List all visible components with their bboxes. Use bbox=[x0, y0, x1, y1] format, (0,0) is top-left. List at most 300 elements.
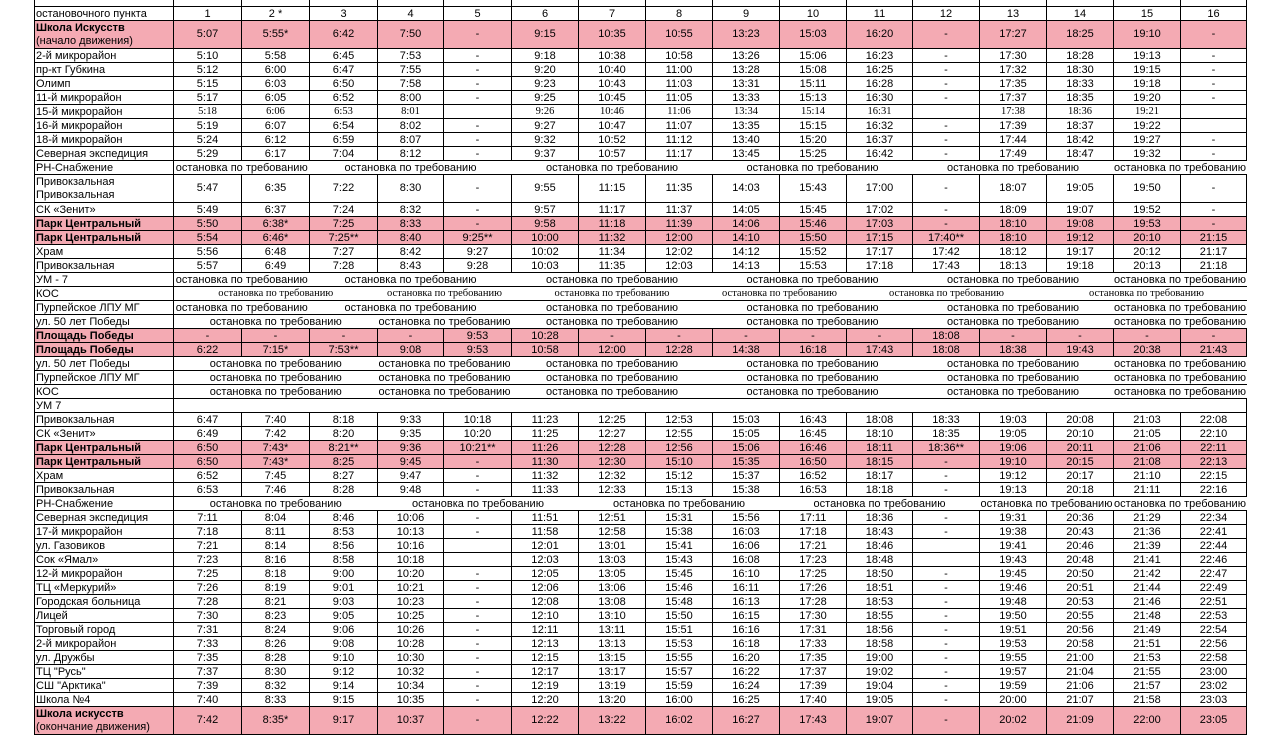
time-cell: 19:04 bbox=[847, 679, 913, 693]
time-cell bbox=[1181, 119, 1247, 133]
time-cell: 23:02 bbox=[1181, 679, 1247, 693]
time-cell: - bbox=[579, 329, 646, 343]
table-row bbox=[35, 175, 1247, 203]
column-number: 14 bbox=[1047, 7, 1114, 21]
time-cell: 7:53** bbox=[310, 343, 378, 357]
request-stop-note: остановка по требованию bbox=[579, 497, 780, 511]
time-cell: 18:30 bbox=[1047, 63, 1114, 77]
time-cell: 16:15 bbox=[713, 609, 780, 623]
request-stop-note: остановка по требованию bbox=[847, 287, 1047, 301]
time-cell: 19:20 bbox=[1114, 91, 1181, 105]
time-cell: - bbox=[913, 679, 980, 693]
time-cell: 19:46 bbox=[980, 581, 1047, 595]
stop-name-line: Школа искусств bbox=[36, 707, 124, 720]
time-cell: 21:15 bbox=[1181, 231, 1247, 245]
time-cell: 8:56 bbox=[310, 539, 378, 553]
time-cell: 18:08 bbox=[847, 413, 913, 427]
time-cell: - bbox=[444, 175, 512, 203]
time-cell: 15:43 bbox=[646, 553, 713, 567]
table-row bbox=[35, 399, 1247, 413]
request-stop-note: остановка по требованию bbox=[378, 385, 511, 398]
time-cell: 18:12 bbox=[980, 245, 1047, 259]
time-cell: 17:39 bbox=[780, 679, 847, 693]
time-cell: 12:02 bbox=[646, 245, 713, 259]
request-stop-note: остановка по требованию bbox=[913, 371, 1114, 385]
time-cell: 19:57 bbox=[980, 665, 1047, 679]
time-cell: 12:27 bbox=[579, 427, 646, 441]
time-cell: 8:32 bbox=[378, 203, 444, 217]
time-cell: 13:08 bbox=[579, 595, 646, 609]
stop-name-line: Привокзальная bbox=[36, 175, 115, 188]
time-cell: 21:00 bbox=[1047, 651, 1114, 665]
time-cell: - bbox=[444, 595, 512, 609]
time-cell: 18:38 bbox=[980, 343, 1047, 357]
time-cell: - bbox=[913, 483, 980, 497]
stop-name-line: 15-й микрорайон bbox=[36, 105, 123, 118]
stop-name bbox=[35, 105, 174, 119]
time-cell: 21:03 bbox=[1114, 413, 1181, 427]
time-cell: 19:13 bbox=[1114, 49, 1181, 63]
request-stop-note: остановка по требованию bbox=[980, 497, 1113, 510]
time-cell: 7:31 bbox=[174, 623, 242, 637]
time-cell: 6:49 bbox=[174, 427, 242, 441]
time-cell: - bbox=[980, 329, 1047, 343]
time-cell: 18:50 bbox=[847, 567, 913, 581]
time-cell: 23:03 bbox=[1181, 693, 1247, 707]
time-cell: 8:40 bbox=[378, 231, 444, 245]
time-cell: 9:08 bbox=[310, 637, 378, 651]
stop-name-line: ТЦ "Русь" bbox=[36, 665, 86, 678]
table-row bbox=[35, 105, 1247, 119]
time-cell: 8:21** bbox=[310, 441, 378, 455]
stop-name-line: Северная экспедиция bbox=[36, 511, 149, 524]
time-cell: 11:30 bbox=[512, 455, 579, 469]
table-row bbox=[35, 63, 1247, 77]
time-cell: 9:17 bbox=[310, 707, 378, 735]
time-cell: 10:03 bbox=[512, 259, 579, 273]
time-cell: 7:28 bbox=[310, 259, 378, 273]
time-cell: - bbox=[913, 637, 980, 651]
time-cell: 15:37 bbox=[713, 469, 780, 483]
time-cell: 17:25 bbox=[780, 567, 847, 581]
time-cell: 8:23 bbox=[242, 609, 310, 623]
time-cell: 11:03 bbox=[646, 77, 713, 91]
time-cell: 6:49 bbox=[242, 259, 310, 273]
time-cell: 21:10 bbox=[1114, 469, 1181, 483]
time-cell: 9:33 bbox=[378, 413, 444, 427]
table-row bbox=[35, 497, 1247, 511]
time-cell: 20:10 bbox=[1047, 427, 1114, 441]
time-cell: 10:13 bbox=[378, 525, 444, 539]
table-row bbox=[35, 483, 1247, 497]
time-cell: 15:48 bbox=[646, 595, 713, 609]
time-cell: 16:50 bbox=[780, 455, 847, 469]
time-cell: 10:40 bbox=[579, 63, 646, 77]
time-cell: - bbox=[444, 455, 512, 469]
time-cell: 5:47 bbox=[174, 175, 242, 203]
time-cell: 15:41 bbox=[646, 539, 713, 553]
time-cell: 7:42 bbox=[174, 707, 242, 735]
request-stop-note: остановка по требованию bbox=[174, 301, 310, 315]
time-cell: 5:24 bbox=[174, 133, 242, 147]
stop-name-line: УМ - 7 bbox=[36, 273, 69, 286]
time-cell: 18:33 bbox=[913, 413, 980, 427]
stop-name-line: ул. 50 лет Победы bbox=[36, 357, 130, 370]
stop-name bbox=[35, 63, 174, 77]
time-cell: 15:31 bbox=[646, 511, 713, 525]
time-cell: 15:15 bbox=[780, 119, 847, 133]
time-cell: 22:34 bbox=[1181, 511, 1247, 525]
time-cell: 21:17 bbox=[1181, 245, 1247, 259]
time-cell: 13:11 bbox=[579, 623, 646, 637]
time-cell: 16:22 bbox=[713, 665, 780, 679]
time-cell: 12:00 bbox=[579, 343, 646, 357]
time-cell: 6:50 bbox=[174, 455, 242, 469]
table-row bbox=[35, 679, 1247, 693]
time-cell: 9:05 bbox=[310, 609, 378, 623]
time-cell: 10:23 bbox=[378, 595, 444, 609]
time-cell: 15:56 bbox=[713, 511, 780, 525]
time-cell: 16:03 bbox=[713, 525, 780, 539]
stop-name-line: (начало движения) bbox=[36, 34, 133, 47]
time-cell: 19:41 bbox=[980, 539, 1047, 553]
request-stop-note: остановка по требованию bbox=[1114, 301, 1246, 314]
time-cell: 15:50 bbox=[646, 609, 713, 623]
table-row bbox=[35, 287, 1247, 301]
time-cell: 21:04 bbox=[1047, 665, 1114, 679]
time-cell: 20:13 bbox=[1114, 259, 1181, 273]
time-cell: 5:49 bbox=[174, 203, 242, 217]
time-cell: 18:28 bbox=[1047, 49, 1114, 63]
time-cell: 10:45 bbox=[579, 91, 646, 105]
time-cell: 19:18 bbox=[1047, 259, 1114, 273]
time-cell: 5:55* bbox=[242, 21, 310, 49]
time-cell: 16:08 bbox=[713, 553, 780, 567]
stop-name bbox=[35, 91, 174, 105]
time-cell: - bbox=[913, 651, 980, 665]
time-cell: 18:36** bbox=[913, 441, 980, 455]
time-cell: 19:48 bbox=[980, 595, 1047, 609]
time-cell: 13:10 bbox=[579, 609, 646, 623]
time-cell: 19:15 bbox=[1114, 63, 1181, 77]
time-cell: 7:43* bbox=[242, 455, 310, 469]
time-cell: 12:03 bbox=[646, 259, 713, 273]
stop-name-line: Парк Центральный bbox=[36, 441, 142, 454]
request-stop-note: остановка по требованию bbox=[713, 273, 913, 287]
time-cell: 19:53 bbox=[1114, 217, 1181, 231]
time-cell: 10:58 bbox=[646, 49, 713, 63]
time-cell: 18:07 bbox=[980, 175, 1047, 203]
time-cell: 8:32 bbox=[242, 679, 310, 693]
time-cell: 6:42 bbox=[310, 21, 378, 49]
time-cell: 10:20 bbox=[378, 567, 444, 581]
time-cell: 8:30 bbox=[242, 665, 310, 679]
time-cell: 7:40 bbox=[242, 413, 310, 427]
time-cell: - bbox=[1181, 91, 1247, 105]
time-cell: 6:48 bbox=[242, 245, 310, 259]
time-cell: 18:43 bbox=[847, 525, 913, 539]
time-cell: 19:21 bbox=[1114, 105, 1181, 119]
time-cell: - bbox=[913, 567, 980, 581]
stop-name bbox=[35, 231, 174, 245]
time-cell: 8:26 bbox=[242, 637, 310, 651]
time-cell: 8:33 bbox=[242, 693, 310, 707]
time-cell: 19:53 bbox=[980, 637, 1047, 651]
time-cell: 19:02 bbox=[847, 665, 913, 679]
time-cell: 16:43 bbox=[780, 413, 847, 427]
time-cell: 8:35* bbox=[242, 707, 310, 735]
time-cell: 16:30 bbox=[847, 91, 913, 105]
time-cell: 17:03 bbox=[847, 217, 913, 231]
time-cell: - bbox=[913, 609, 980, 623]
time-cell: 9:53 bbox=[444, 329, 512, 343]
time-cell: 23:05 bbox=[1181, 707, 1247, 735]
time-cell: 16:37 bbox=[847, 133, 913, 147]
time-cell: 18:09 bbox=[980, 203, 1047, 217]
time-cell: 7:58 bbox=[378, 77, 444, 91]
time-cell: 17:44 bbox=[980, 133, 1047, 147]
stop-name bbox=[35, 483, 174, 497]
time-cell: 9:08 bbox=[378, 343, 444, 357]
time-cell: 15:35 bbox=[713, 455, 780, 469]
table-row bbox=[35, 133, 1247, 147]
stop-name bbox=[35, 245, 174, 259]
table-row bbox=[35, 539, 1247, 553]
time-cell: 13:17 bbox=[579, 665, 646, 679]
time-cell: 19:59 bbox=[980, 679, 1047, 693]
time-cell: 6:35 bbox=[242, 175, 310, 203]
stop-name-line: Торговый город bbox=[36, 623, 116, 636]
time-cell: 20:56 bbox=[1047, 623, 1114, 637]
time-cell: - bbox=[913, 525, 980, 539]
time-cell: 8:04 bbox=[242, 511, 310, 525]
time-cell: 18:36 bbox=[847, 511, 913, 525]
time-cell: 11:17 bbox=[579, 203, 646, 217]
time-cell: 17:37 bbox=[980, 91, 1047, 105]
time-cell: 8:16 bbox=[242, 553, 310, 567]
time-cell: 17:40** bbox=[913, 231, 980, 245]
stop-name bbox=[35, 441, 174, 455]
time-cell: 18:18 bbox=[847, 483, 913, 497]
time-cell: - bbox=[1181, 49, 1247, 63]
time-cell: 9:57 bbox=[512, 203, 579, 217]
time-cell bbox=[444, 553, 512, 567]
table-row bbox=[35, 49, 1247, 63]
time-cell: 6:47 bbox=[174, 413, 242, 427]
time-cell: 20:11 bbox=[1047, 441, 1114, 455]
stop-name-line: СК «Зенит» bbox=[36, 203, 96, 216]
time-cell: 17:43 bbox=[913, 259, 980, 273]
time-cell: 6:47 bbox=[310, 63, 378, 77]
stop-name bbox=[35, 343, 174, 357]
request-stop-note: остановка по требованию bbox=[512, 287, 713, 301]
time-cell: 15:12 bbox=[646, 469, 713, 483]
time-cell: - bbox=[913, 707, 980, 735]
time-cell: 21:08 bbox=[1114, 455, 1181, 469]
time-cell: 12:28 bbox=[579, 441, 646, 455]
column-number: 4 bbox=[378, 7, 444, 21]
table-row bbox=[35, 371, 1247, 385]
time-cell: 7:11 bbox=[174, 511, 242, 525]
time-cell: 20:10 bbox=[1114, 231, 1181, 245]
time-cell: 9:45 bbox=[378, 455, 444, 469]
time-cell: 8:53 bbox=[310, 525, 378, 539]
time-cell: - bbox=[444, 707, 512, 735]
time-cell: 11:15 bbox=[579, 175, 646, 203]
time-cell: 22:51 bbox=[1181, 595, 1247, 609]
stop-name-line: 11-й микрорайон bbox=[36, 91, 122, 104]
time-cell: 22:15 bbox=[1181, 469, 1247, 483]
time-cell: 8:02 bbox=[378, 119, 444, 133]
time-cell: - bbox=[913, 693, 980, 707]
time-cell: 21:07 bbox=[1047, 693, 1114, 707]
time-cell: 16:11 bbox=[713, 581, 780, 595]
time-cell: 8:46 bbox=[310, 511, 378, 525]
time-cell: 19:12 bbox=[1047, 231, 1114, 245]
time-cell: - bbox=[444, 651, 512, 665]
time-cell: - bbox=[242, 329, 310, 343]
time-cell: - bbox=[378, 329, 444, 343]
stop-name-line: Площадь Победы bbox=[36, 343, 134, 356]
time-cell: 21:41 bbox=[1114, 553, 1181, 567]
request-stop-note: остановка по требованию bbox=[174, 161, 310, 175]
time-cell: 12:17 bbox=[512, 665, 579, 679]
time-cell: 12:33 bbox=[579, 483, 646, 497]
time-cell: 13:26 bbox=[713, 49, 780, 63]
time-cell: 8:07 bbox=[378, 133, 444, 147]
table-row bbox=[35, 231, 1247, 245]
time-cell bbox=[444, 105, 512, 119]
request-stop-note: остановка по требованию bbox=[378, 357, 511, 370]
time-cell: 18:55 bbox=[847, 609, 913, 623]
column-number: 12 bbox=[913, 7, 980, 21]
time-cell: - bbox=[1181, 63, 1247, 77]
time-cell: 18:35 bbox=[913, 427, 980, 441]
time-cell: - bbox=[444, 609, 512, 623]
request-stop-note: остановка по требованию bbox=[174, 273, 310, 287]
blank-cell bbox=[174, 399, 1247, 413]
time-cell: 17:18 bbox=[847, 259, 913, 273]
time-cell: 21:44 bbox=[1114, 581, 1181, 595]
time-cell: 15:50 bbox=[780, 231, 847, 245]
time-cell: - bbox=[444, 147, 512, 161]
time-cell: 12:15 bbox=[512, 651, 579, 665]
time-cell: 10:38 bbox=[579, 49, 646, 63]
time-cell: 8:33 bbox=[378, 217, 444, 231]
time-cell: 16:25 bbox=[847, 63, 913, 77]
table-row bbox=[35, 357, 1247, 371]
time-cell: 17:30 bbox=[780, 609, 847, 623]
request-stop-note: остановка по требованию bbox=[1114, 357, 1246, 370]
time-cell: - bbox=[444, 77, 512, 91]
time-cell: 9:12 bbox=[310, 665, 378, 679]
time-cell: - bbox=[444, 567, 512, 581]
time-cell: 19:31 bbox=[980, 511, 1047, 525]
table-row bbox=[35, 609, 1247, 623]
request-stop-note: остановка по требованию bbox=[378, 287, 512, 301]
time-cell: 10:25 bbox=[378, 609, 444, 623]
time-cell: 12:00 bbox=[646, 231, 713, 245]
time-cell: 12:01 bbox=[512, 539, 579, 553]
table-row bbox=[35, 385, 1247, 399]
column-number: 10 bbox=[780, 7, 847, 21]
stop-name-line: (окончание движения) bbox=[36, 720, 150, 733]
stop-name bbox=[35, 147, 174, 161]
time-cell: 6:54 bbox=[310, 119, 378, 133]
time-cell: 12:28 bbox=[646, 343, 713, 357]
time-cell: 19:27 bbox=[1114, 133, 1181, 147]
time-cell: 10:34 bbox=[378, 679, 444, 693]
stop-name-line: РН-Снабжение bbox=[36, 161, 114, 174]
time-cell: 12:13 bbox=[512, 637, 579, 651]
time-cell: 6:38* bbox=[242, 217, 310, 231]
time-cell: 17:40 bbox=[780, 693, 847, 707]
time-cell: 10:37 bbox=[378, 707, 444, 735]
stop-name bbox=[35, 553, 174, 567]
stop-name bbox=[35, 693, 174, 707]
request-stop-note: остановка по требованию bbox=[713, 161, 913, 175]
stop-name bbox=[35, 595, 174, 609]
time-cell: - bbox=[1181, 21, 1247, 49]
stop-name-line: Северная экспедиция bbox=[36, 147, 149, 160]
table-row bbox=[35, 161, 1247, 175]
time-cell: 5:07 bbox=[174, 21, 242, 49]
stop-name bbox=[35, 469, 174, 483]
time-cell: - bbox=[444, 483, 512, 497]
time-cell: 11:33 bbox=[512, 483, 579, 497]
time-cell: - bbox=[444, 21, 512, 49]
table-row bbox=[35, 413, 1247, 427]
time-cell: - bbox=[444, 525, 512, 539]
time-cell: 17:28 bbox=[780, 595, 847, 609]
request-stop-note: остановка по требованию bbox=[1114, 385, 1246, 398]
time-cell: 7:45 bbox=[242, 469, 310, 483]
time-cell: 14:10 bbox=[713, 231, 780, 245]
request-stop-note: остановка по требованию bbox=[174, 497, 378, 511]
time-cell: 20:17 bbox=[1047, 469, 1114, 483]
time-cell: - bbox=[913, 49, 980, 63]
time-cell: 6:07 bbox=[242, 119, 310, 133]
time-cell: 13:22 bbox=[579, 707, 646, 735]
time-cell: 17:00 bbox=[847, 175, 913, 203]
time-cell: 7:27 bbox=[310, 245, 378, 259]
stop-name-line: Парк Центральный bbox=[36, 231, 142, 244]
time-cell: 6:03 bbox=[242, 77, 310, 91]
time-cell: 15:03 bbox=[713, 413, 780, 427]
request-stop-note: остановка по требованию bbox=[512, 357, 713, 371]
time-cell: 19:10 bbox=[1114, 21, 1181, 49]
time-cell: 15:11 bbox=[780, 77, 847, 91]
time-cell: 19:05 bbox=[1047, 175, 1114, 203]
request-stop-note: остановка по требованию bbox=[713, 385, 913, 399]
column-number: 13 bbox=[980, 7, 1047, 21]
time-cell: 8:58 bbox=[310, 553, 378, 567]
time-cell: 16:00 bbox=[646, 693, 713, 707]
table-row bbox=[35, 273, 1247, 287]
time-cell: 11:32 bbox=[579, 231, 646, 245]
request-stop-note: остановка по требованию bbox=[512, 301, 713, 315]
time-cell: 15:45 bbox=[780, 203, 847, 217]
request-stop-note: остановка по требованию bbox=[713, 357, 913, 371]
stop-name bbox=[35, 399, 174, 413]
time-cell: 10:06 bbox=[378, 511, 444, 525]
time-cell: 16:42 bbox=[847, 147, 913, 161]
time-cell: 15:13 bbox=[780, 91, 847, 105]
time-cell: 6:53 bbox=[174, 483, 242, 497]
time-cell: - bbox=[1181, 77, 1247, 91]
time-cell: 11:17 bbox=[646, 147, 713, 161]
time-cell: 6:05 bbox=[242, 91, 310, 105]
